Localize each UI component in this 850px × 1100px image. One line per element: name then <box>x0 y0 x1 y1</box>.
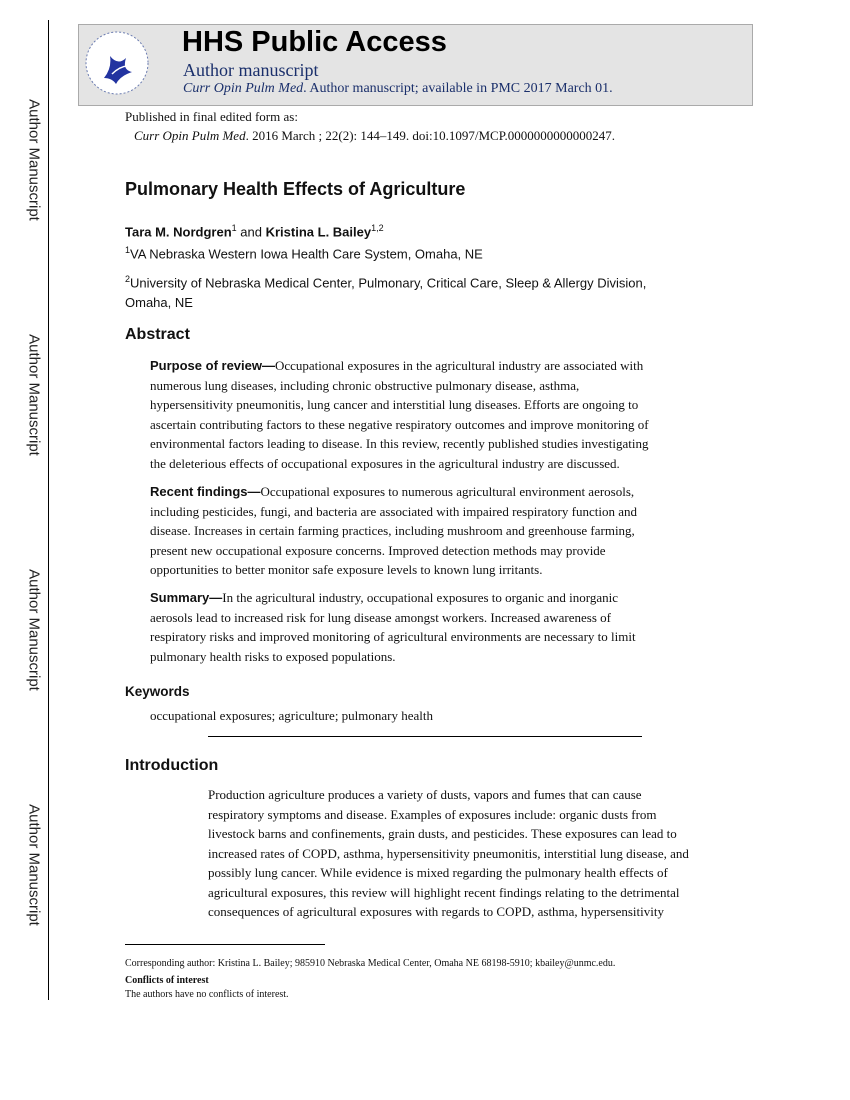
availability-line <box>183 81 613 97</box>
journal-name: Curr Opin Pulm Med <box>134 128 246 143</box>
availability-text: . Author manuscript; available in PMC 2017 March 01. <box>303 81 613 96</box>
text-line: consequences of agricultural exposures with regards to COPD, asthma, hypersensitivity <box>208 904 664 919</box>
text-line: agricultural exposures, this review will highlight recent findings relating to the detrimental <box>208 884 680 900</box>
article-title: Pulmonary Health Effects of Agriculture <box>125 179 466 199</box>
text-line: disease. Increases in certain farming practices, including mushroom and greenhouse farming, <box>150 523 635 538</box>
published-label: Published in final edited form as: <box>125 109 298 124</box>
author-name: Tara M. Nordgren <box>125 224 232 240</box>
introduction-heading: Introduction <box>125 757 219 774</box>
affiliation-text: VA Nebraska Western Iowa Health Care System, Omaha, NE <box>130 246 483 262</box>
footnote-rule <box>125 944 325 945</box>
side-label: Author Manuscript <box>25 334 43 456</box>
affiliation-1 <box>125 241 483 264</box>
text-line: In the agricultural industry, occupational exposures to organic and inorganic <box>222 590 619 605</box>
text-line: possibly lung cancer. While evidence is mixed regarding the pulmonary health effects of <box>208 865 668 880</box>
text-line: numerous lung diseases, including chronic obstructive pulmonary disease, asthma, <box>150 377 580 393</box>
text-line: ascertain contributing factors to these negative respiratory outcomes and improve monitoring of <box>150 416 649 432</box>
text-line: present new occupational exposure concerns. Improved detection methods may provide <box>150 542 606 558</box>
text-line: pulmonary health risks to exposed populations. <box>150 648 396 664</box>
margin-rule <box>48 20 49 1000</box>
text-line: Occupational exposures to numerous agricultural environment aerosols, <box>260 484 635 499</box>
and-text: and <box>236 224 266 240</box>
text-line: respiratory symptoms and disease. Examples of exposures include: organic dusts from <box>208 806 657 822</box>
abstract-heading: Abstract <box>125 326 190 343</box>
affiliation-text: University of Nebraska Medical Center, Pulmonary, Critical Care, Sleep & Allergy Division, <box>130 275 647 291</box>
author-line <box>125 219 384 242</box>
keywords-text: occupational exposures; agriculture; pulmonary health <box>150 708 434 723</box>
section-label: Summary— <box>150 590 223 605</box>
affiliation-text: Omaha, NE <box>125 294 193 310</box>
conflicts-text: The authors have no conflicts of interest. <box>125 989 289 1000</box>
published-citation <box>134 126 615 146</box>
text-line: livestock barns and confinements, grain dusts, and pesticides. These exposures can lead to <box>208 826 677 841</box>
text-line: aerosols lead to increased risk for lung disease amongst workers. Increased awareness of <box>150 609 611 625</box>
text-line: Occupational exposures in the agricultural industry are associated with <box>274 358 644 373</box>
manuscript-label: Author manuscript <box>183 60 319 80</box>
text-line: environmental factors leading to disease. In this review, recently published studies investigating <box>150 436 649 451</box>
citation-text: . 2016 March ; 22(2): 144–149. doi:10.1097/MCP.0000000000000247. <box>245 128 616 143</box>
abstract-purpose <box>150 356 649 473</box>
text-line: the deleterious effects of occupational exposures in the agricultural industry are discussed. <box>150 455 620 471</box>
introduction-text <box>208 785 689 922</box>
corresponding-author: Corresponding author: Kristina L. Bailey; 985910 Nebraska Medical Center, Omaha NE 68198-5910; kbailey@unmc.edu. <box>125 958 616 969</box>
side-label: Author Manuscript <box>25 99 43 221</box>
keywords-heading: Keywords <box>125 684 190 699</box>
abstract-summary <box>150 588 636 666</box>
affiliation-sup: 1 <box>231 223 237 233</box>
journal-name: Curr Opin Pulm Med <box>183 81 304 96</box>
affiliation-sup: 2 <box>125 274 131 284</box>
abstract-findings <box>150 482 637 580</box>
affiliation-sup: 1 <box>125 245 131 255</box>
side-label: Author Manuscript <box>25 804 43 926</box>
section-label: Recent findings— <box>150 484 261 499</box>
affiliation-sup: 1,2 <box>371 223 384 233</box>
text-line: Production agriculture produces a variety of dusts, vapors and fumes that can cause <box>208 787 642 802</box>
conflicts-heading: Conflicts of interest <box>125 975 209 986</box>
text-line: including pesticides, fungi, and bacteria are associated with impaired respiratory function and <box>150 503 637 519</box>
text-line: respiratory risks and improved monitoring of agricultural environments are necessary to limit <box>150 629 636 644</box>
text-line: increased rates of COPD, asthma, hypersensitivity pneumonitis, interstitial lung disease, and <box>208 845 689 861</box>
text-line: hypersensitivity pneumonitis, lung cancer and interstitial lung diseases. Efforts are ongoing to <box>150 397 639 412</box>
hhs-title: HHS Public Access <box>182 26 447 58</box>
side-label: Author Manuscript <box>25 569 43 691</box>
text-line: opportunities to better monitor safe exposure levels to known lung irritants. <box>150 562 543 577</box>
section-label: Purpose of review— <box>150 358 275 373</box>
affiliation-2 <box>125 270 646 312</box>
section-divider <box>208 736 642 737</box>
hhs-logo-icon <box>82 28 152 98</box>
author-name: Kristina L. Bailey <box>265 224 372 240</box>
